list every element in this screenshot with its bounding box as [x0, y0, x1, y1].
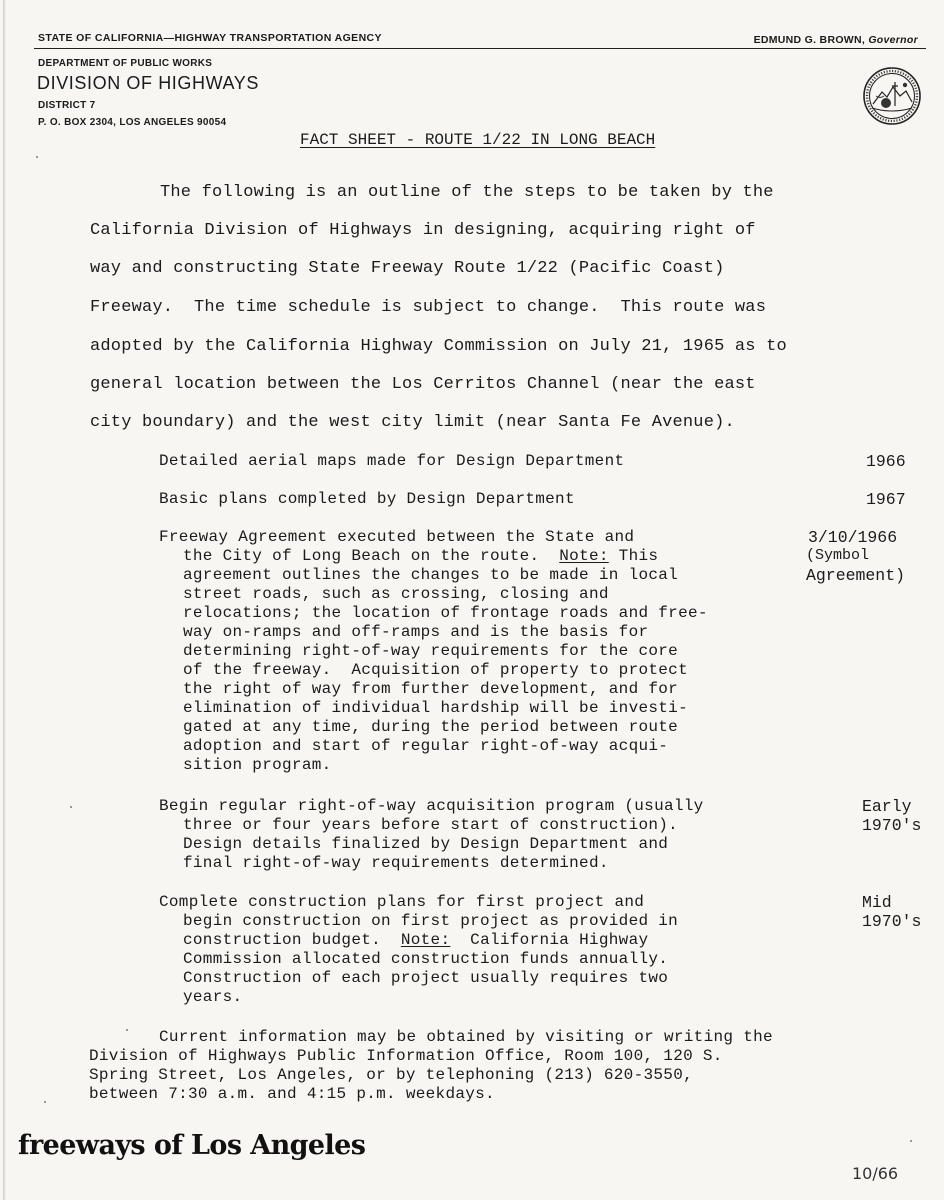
- date-agreement-symbol: (Symbol: [806, 547, 870, 564]
- scan-edge: [3, 0, 6, 1200]
- mailing-address: P. O. BOX 2304, LOS ANGELES 90054: [38, 117, 227, 128]
- agency-name: STATE OF CALIFORNIA—HIGHWAY TRANSPORTATION AGENCY: [38, 32, 382, 44]
- construction-line-1: Complete construction plans for first project and: [159, 893, 645, 911]
- schedule-basic-plans: Basic plans completed by Design Department: [159, 490, 575, 508]
- closing-line-1: Current information may be obtained by visiting or writing the: [159, 1028, 773, 1046]
- scan-speck: [36, 156, 38, 158]
- date-construction-mid: Mid: [862, 893, 892, 912]
- construction-line-3-end: California Highway: [450, 931, 649, 949]
- header-rule: [34, 48, 926, 49]
- intro-line-1: The following is an outline of the steps to be taken by the: [160, 183, 774, 202]
- agreement-line-2-end: This: [608, 547, 659, 565]
- agreement-line-4: street roads, such as crossing, closing and: [183, 585, 609, 603]
- schedule-aerial-maps: Detailed aerial maps made for Design Department: [159, 452, 625, 470]
- row-line-1: Begin regular right-of-way acquisition program (usually: [159, 797, 704, 815]
- intro-line-2: California Division of Highways in designing, acquiring right of: [90, 221, 756, 240]
- agreement-line-3: agreement outlines the changes to be made in local: [183, 566, 679, 584]
- intro-line-3: way and constructing State Freeway Route 1/22 (Pacific Coast): [90, 259, 725, 278]
- freeways-of-los-angeles-logo: freeways of Los Angeles: [18, 1130, 366, 1161]
- date-aerial-maps: 1966: [866, 452, 906, 471]
- scan-speck: [126, 1029, 128, 1031]
- date-agreement: 3/10/1966: [808, 528, 898, 547]
- agreement-line-11: gated at any time, during the period between route: [183, 718, 679, 736]
- agreement-line-1: Freeway Agreement executed between the State and: [159, 528, 635, 546]
- agreement-line-2: [183, 547, 658, 565]
- date-row-early: Early: [862, 797, 912, 816]
- construction-line-2: begin construction on first project as provided in: [183, 912, 679, 930]
- agreement-line-9: the right of way from further development, and for: [183, 680, 679, 698]
- construction-line-4: Commission allocated construction funds annually.: [183, 950, 669, 968]
- intro-line-4: Freeway. The time schedule is subject to change. This route was: [90, 298, 767, 317]
- scan-speck: [44, 1101, 46, 1103]
- agreement-line-6: way on-ramps and off-ramps and is the basis for: [183, 623, 649, 641]
- governor-name: EDMUND G. BROWN,: [753, 34, 866, 46]
- governor-line: [754, 34, 918, 46]
- date-construction-decade: 1970's: [862, 912, 922, 931]
- agreement-line-2-start: the City of Long Beach on the route.: [183, 547, 560, 565]
- agreement-line-12: adoption and start of regular right-of-way acqui-: [183, 737, 669, 755]
- intro-line-5: adopted by the California Highway Commission on July 21, 1965 as to: [90, 337, 787, 356]
- governor-title: Governor: [868, 34, 918, 46]
- construction-line-6: years.: [183, 988, 243, 1006]
- closing-line-2: Division of Highways Public Information Office, Room 100, 120 S.: [89, 1047, 723, 1065]
- construction-note-label: Note:: [400, 931, 451, 949]
- closing-line-3: Spring Street, Los Angeles, or by telephoning (213) 620-3550,: [89, 1066, 693, 1084]
- closing-line-4: between 7:30 a.m. and 4:15 p.m. weekdays.: [89, 1085, 495, 1103]
- date-row-decade: 1970's: [862, 816, 922, 835]
- construction-line-3-start: construction budget.: [183, 931, 401, 949]
- date-basic-plans: 1967: [866, 490, 906, 509]
- construction-line-3: [183, 931, 648, 949]
- agreement-note-label: Note:: [559, 547, 609, 565]
- department-name: DEPARTMENT OF PUBLIC WORKS: [38, 58, 213, 69]
- fact-sheet-title: FACT SHEET - ROUTE 1/22 IN LONG BEACH: [300, 131, 656, 149]
- district-number: DISTRICT 7: [38, 100, 96, 111]
- division-name: DIVISION OF HIGHWAYS: [37, 73, 260, 93]
- date-agreement-type: Agreement): [806, 566, 906, 585]
- row-line-4: final right-of-way requirements determined.: [183, 854, 609, 872]
- agreement-line-5: relocations; the location of frontage roads and free-: [183, 604, 708, 622]
- construction-line-5: Construction of each project usually requires two: [183, 969, 669, 987]
- row-line-2: three or four years before start of construction).: [183, 816, 679, 834]
- state-seal-icon: [862, 66, 922, 126]
- page-code: 10/66: [852, 1164, 899, 1183]
- agreement-line-7: determining right-of-way requirements for the core: [183, 642, 679, 660]
- scan-speck: [910, 1140, 912, 1142]
- intro-line-6: general location between the Los Cerritos Channel (near the east: [90, 375, 756, 394]
- agreement-line-13: sition program.: [183, 756, 332, 774]
- agreement-line-10: elimination of individual hardship will be investi-: [183, 699, 688, 717]
- intro-line-7: city boundary) and the west city limit (near Santa Fe Avenue).: [90, 413, 735, 432]
- row-line-3: Design details finalized by Design Department and: [183, 835, 669, 853]
- scan-speck: [70, 806, 72, 808]
- agreement-line-8: of the freeway. Acquisition of property to protect: [183, 661, 688, 679]
